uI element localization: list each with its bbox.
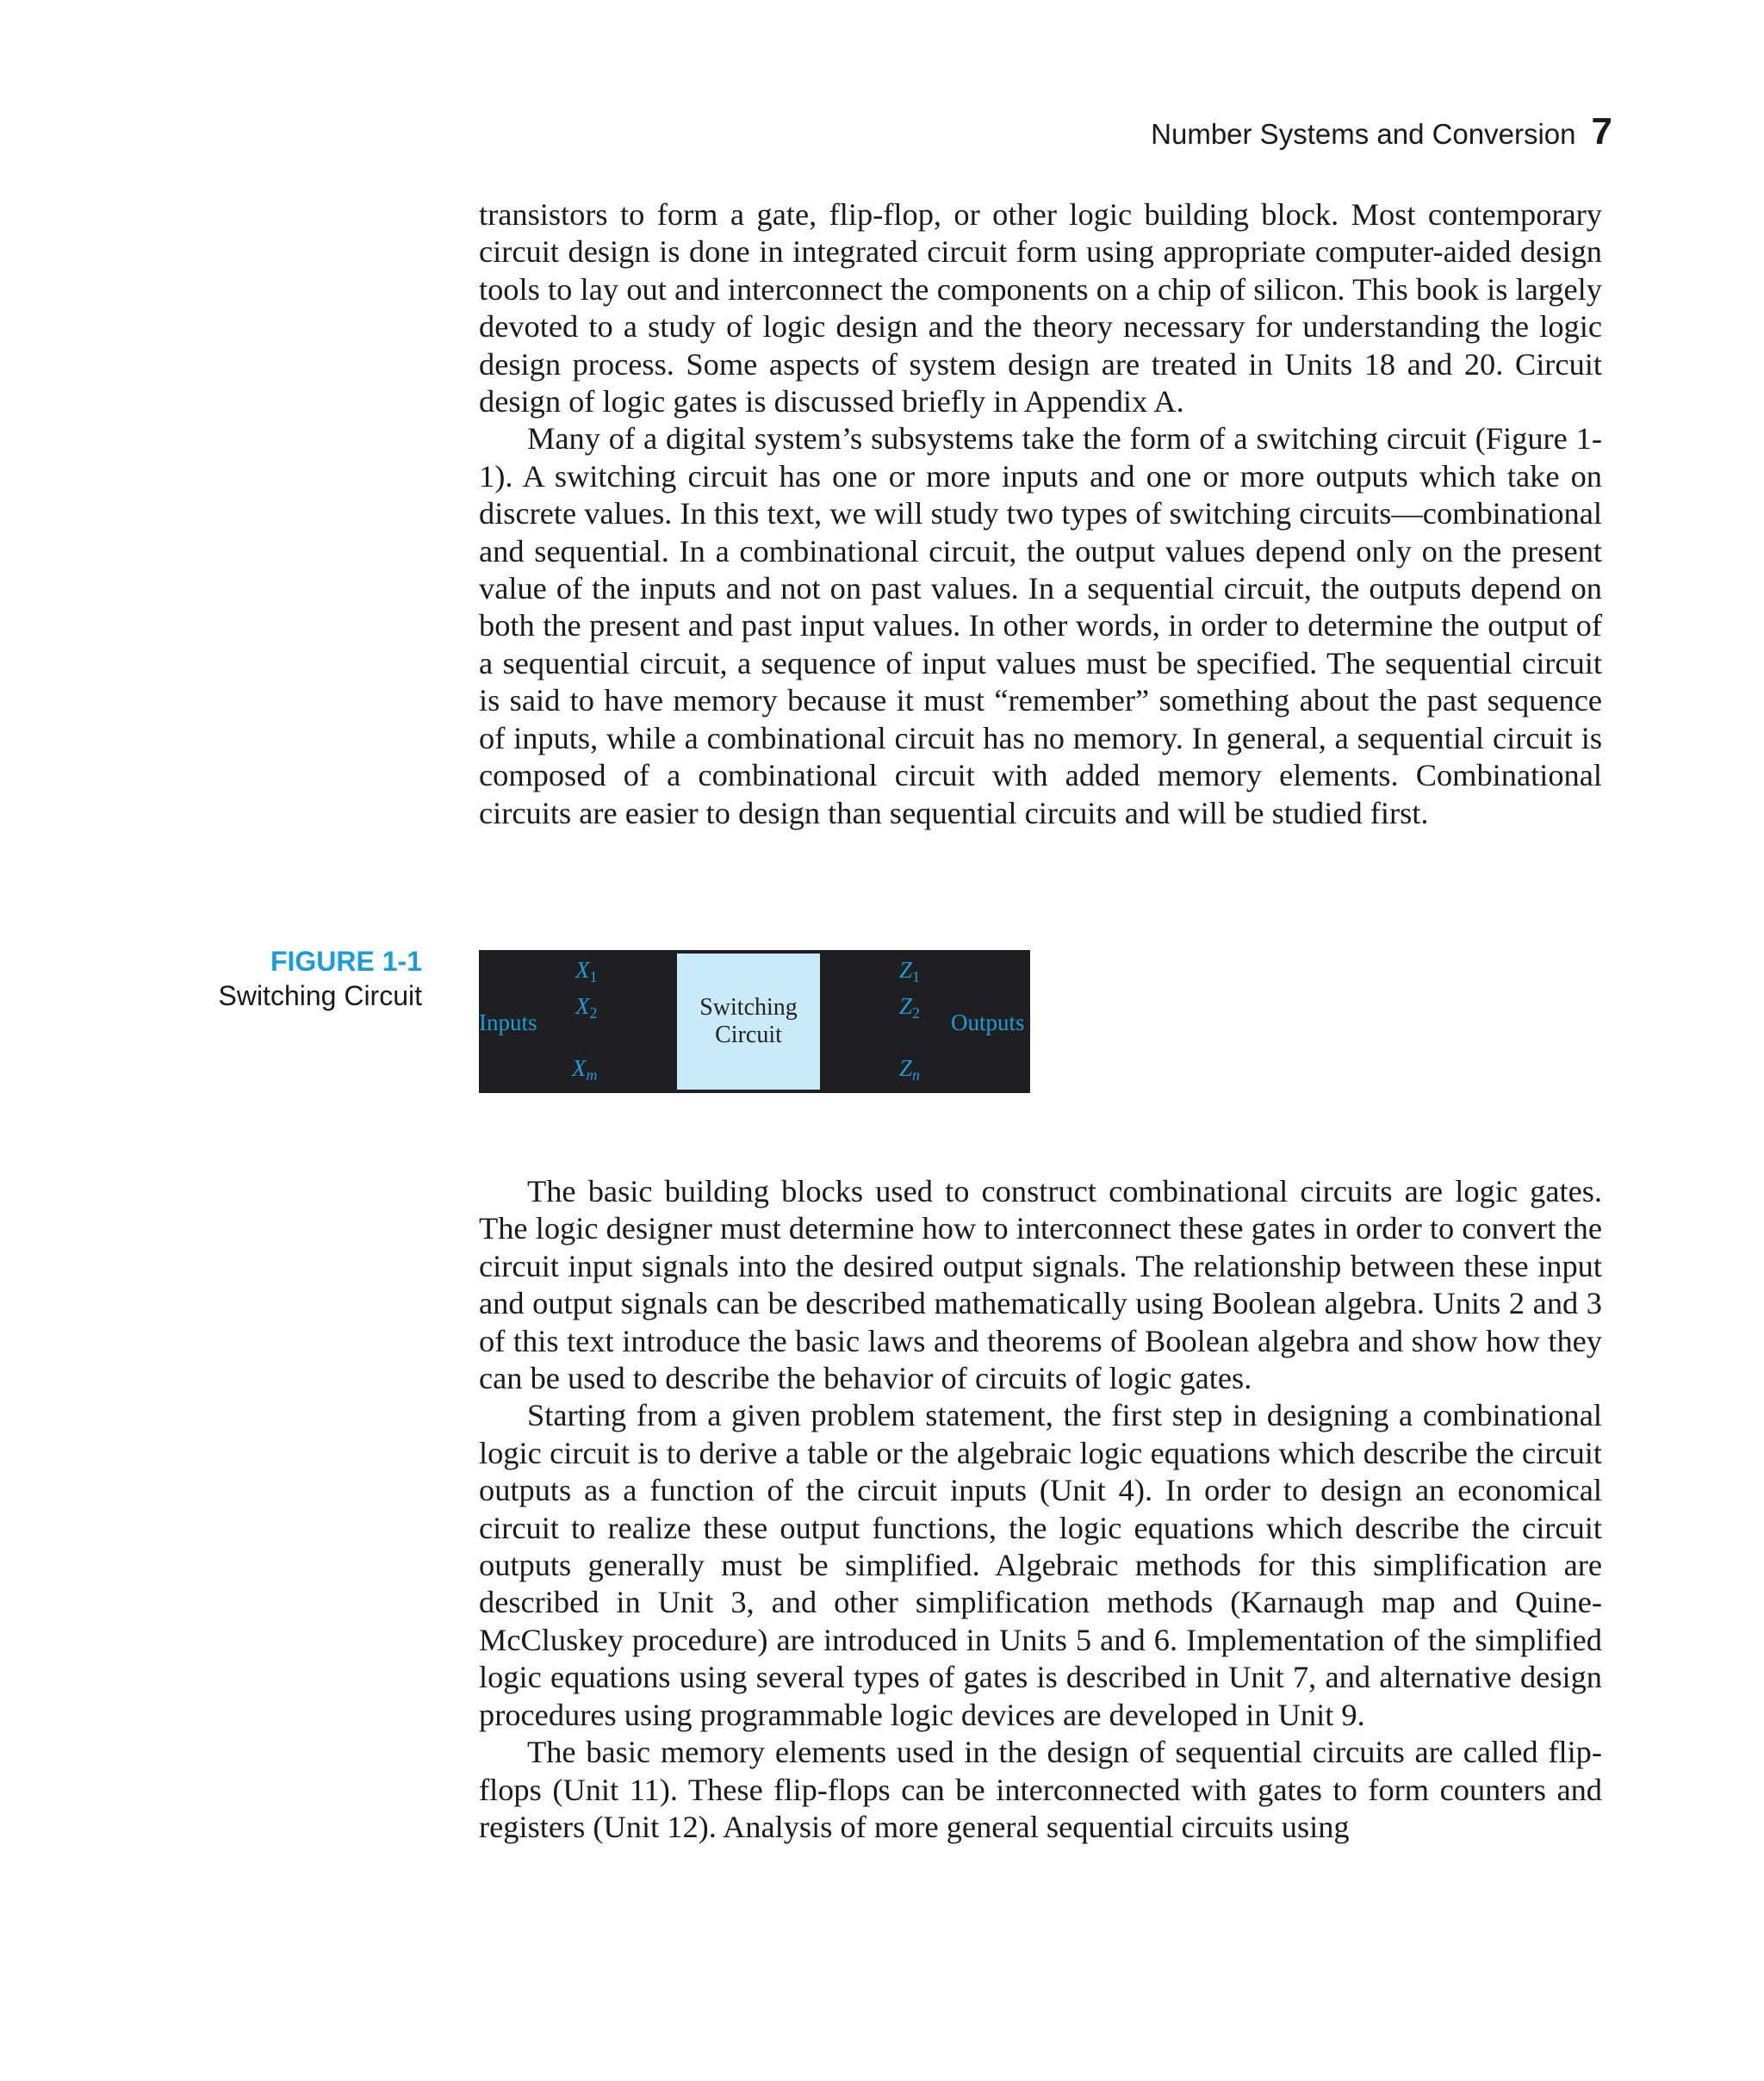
paragraph: The basic building blocks used to construct combinational circuits are logic gates. The logic designer must determine how to interconnect these gates in order to convert the circuit input signals into the desired output signals. The relationship between these input and output signals can be described mathematically using Boolean algebra. Units 2 and 3 of this text introduce the basic laws and theorems of Boolean algebra and show how they can be used to describe the behavior of circuits of logic gates. bbox=[479, 1174, 1602, 1396]
paragraph: transistors to form a gate, flip-flop, or other logic building block. Most contemporary circuit design is done in integrated circuit form using appropriate computer-aided design tools to lay out and interconnect the components on a chip of silicon. This book is largely devoted to a study of logic design and the theory necessary for understanding the logic design process. Some aspects of system design are treated in Units 18 and 20. Circuit design of logic gates is discussed briefly in Appendix A. bbox=[479, 197, 1602, 419]
inputs-label: Inputs bbox=[479, 1009, 537, 1035]
box-label-line2: Circuit bbox=[715, 1022, 782, 1048]
running-header bbox=[1151, 110, 1612, 153]
body-text-bottom bbox=[479, 1173, 1602, 1846]
paragraph: Many of a digital system’s subsystems take the form of a switching circuit (Figure 1-1). A switching circuit has one or more inputs and one or more outputs which take on discrete values. In this text, we will study two types of switching circuits—combinational and sequential. In a combinational circuit, the output values depend only on the present value of the inputs and not on past values. In a sequential circuit, the outputs depend on both the present and past input values. In other words, in order to determine the output of a sequential circuit, a sequence of input values must be specified. The sequential circuit is said to have memory because it must “remember” something about the past sequence of inputs, while a combinational circuit has no memory. In general, a sequential circuit is composed of a combinational circuit with added memory elements. Combinational circuits are easier to design than sequential circuits and will be studied first. bbox=[479, 421, 1602, 830]
input-x1: $X_1$ bbox=[575, 957, 598, 985]
output-zn: $Z_n$ bbox=[899, 1055, 921, 1084]
output-z1: $Z_1$ bbox=[899, 957, 921, 985]
paragraph: The basic memory elements used in the design of sequential circuits are called flip-flops (Unit 11). These flip-flops can be interconnected with gates to form counters and registers (Unit 12). Analysis of more general sequential circuits using bbox=[479, 1735, 1602, 1844]
switching-circuit-diagram bbox=[479, 950, 1030, 1093]
outputs-label: Outputs bbox=[951, 1009, 1025, 1035]
switching-circuit-box bbox=[677, 954, 820, 1090]
page-number: 7 bbox=[1591, 110, 1612, 152]
box-label-line1: Switching bbox=[699, 994, 798, 1021]
paragraph: Starting from a given problem statement, the first step in designing a combinational logic circuit is to derive a table or the algebraic logic equations which describe the circuit outputs as a function of the circuit inputs (Unit 4). In order to design an economical circuit to realize these output functions, the logic equations which describe the circuit outputs generally must be simplified. Algebraic methods for this simplification are described in Unit 3, and other simplification methods (Karnaugh map and Quine-McCluskey procedure) are introduced in Units 5 and 6. Implementation of the simplified logic equations using several types of gates is described in Unit 7, and alternative design procedures using programmable logic devices are developed in Unit 9. bbox=[479, 1398, 1602, 1732]
input-xm: $X_m$ bbox=[572, 1055, 598, 1084]
figure-label: FIGURE 1-1 bbox=[270, 946, 422, 977]
output-z2: $Z_2$ bbox=[899, 993, 921, 1022]
figure-title: Switching Circuit bbox=[218, 980, 422, 1011]
figure-caption bbox=[218, 944, 422, 1013]
body-text-top bbox=[479, 196, 1602, 832]
running-header-title: Number Systems and Conversion bbox=[1151, 118, 1576, 150]
input-x2: $X_2$ bbox=[575, 993, 598, 1022]
